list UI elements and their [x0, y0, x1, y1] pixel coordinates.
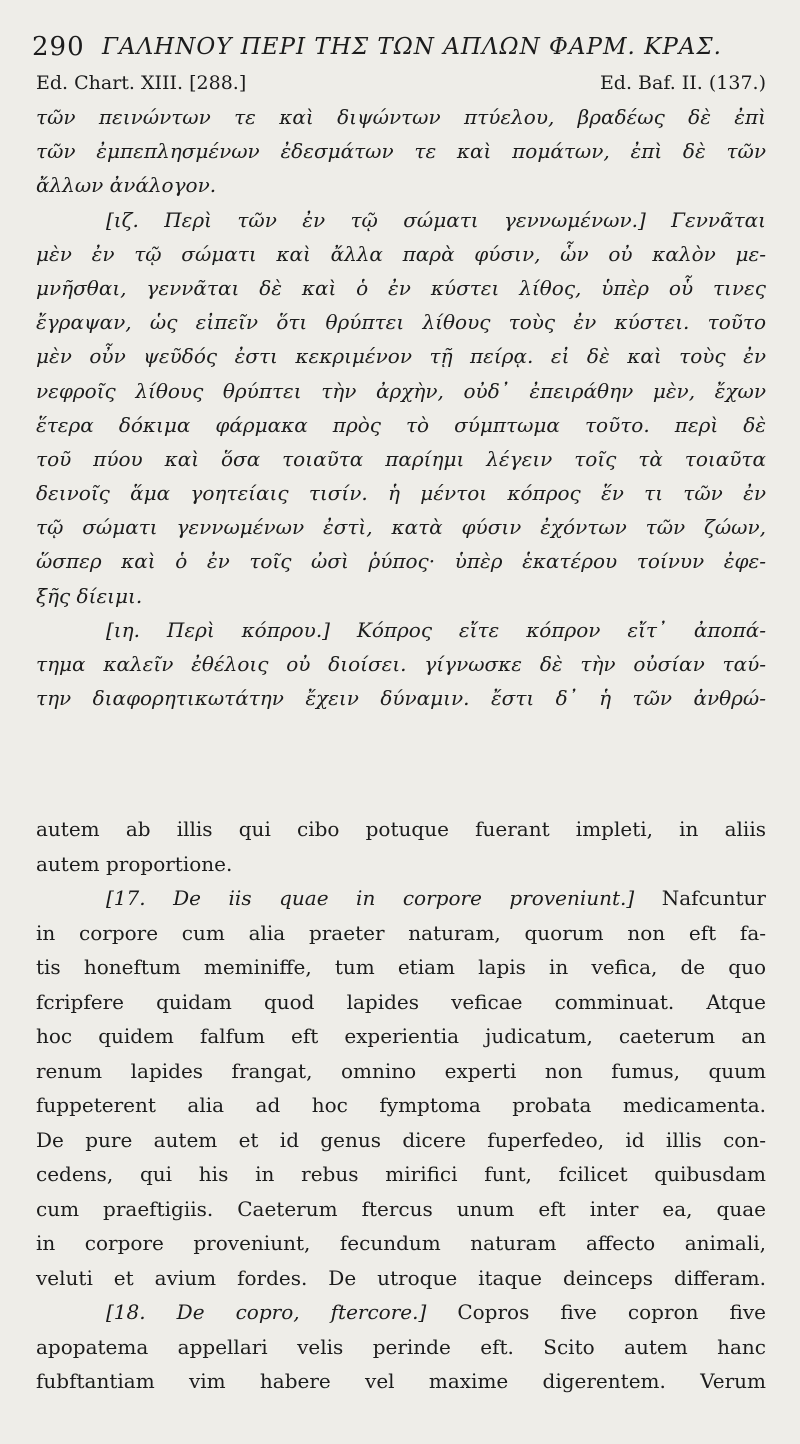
greek-line: δεινοῖς ἅμα γοητείαις τισίν. ἡ μέντοι κόπρος ἕν τι τῶν ἐν — [36, 481, 766, 506]
latin-line: autem proportione. — [36, 851, 233, 876]
section-18-label: [18. De copro, ftercore.] — [106, 1300, 427, 1324]
greek-line: τῷ σώματι γεννωμένων ἐστὶ, κατὰ φύσιν ἐχόντων τῶν ζώων, — [36, 515, 766, 540]
greek-line: μὲν ἐν τῷ σώματι καὶ ἄλλα παρὰ φύσιν, ὧν οὐ καλὸν με- — [36, 241, 766, 266]
section-17-label: [17. De iis quae in corpore proveniunt.] — [106, 886, 635, 910]
latin-line: cum praeftigiis. Caeterum ftercus unum eft inter ea, quae — [36, 1196, 766, 1221]
latin-line: cedens, qui his in rebus mirifici funt, fcilicet quibusdam — [36, 1162, 766, 1186]
greek-line: ἕτερα δόκιμα φάρμακα πρὸς τὸ σύμπτωμα τοῦτο. περὶ δὲ — [36, 412, 766, 437]
latin-section-heading-18 — [36, 1295, 766, 1330]
greek-line: ξῆς δίειμι. — [36, 583, 143, 608]
greek-section-heading-17: [ιζ. Περὶ τῶν ἐν τῷ σώματι γεννωμένων.] Γεννᾶται — [106, 207, 766, 232]
greek-section-heading-18: [ιη. Περὶ κόπρου.] Κόπρος εἴτε κόπρον εἴτ᾽ ἀποπά- — [106, 617, 766, 642]
greek-line: τῶν πεινώντων τε καὶ διψώντων πτύελου, βραδέως δὲ ἐπὶ — [36, 105, 766, 129]
section-18-text: Copros five copron five — [426, 1300, 766, 1324]
greek-line: τοῦ πύου καὶ ὅσα τοιαῦτα παρίημι λέγειν τοῖς τὰ τοιαῦτα — [36, 446, 766, 471]
latin-line: fcripfere quidam quod lapides veficae comminuat. Atque — [36, 989, 766, 1014]
edition-ref-chartier: Ed. Chart. XIII. [288.] — [36, 72, 247, 94]
latin-line: in corpore cum alia praeter naturam, quorum non eft fa- — [36, 920, 766, 945]
latin-line: apopatema appellari velis perinde eft. Scito autem hanc — [36, 1334, 766, 1359]
greek-text-block — [36, 100, 766, 715]
latin-text-block — [36, 812, 766, 1399]
latin-line: De pure autem et id genus dicere fuperfedeo, id illis con- — [36, 1127, 766, 1152]
greek-line: ὥσπερ καὶ ὁ ἐν τοῖς ὠσὶ ῥύπος· ὑπὲρ ἑκατέρου τοίνυν ἐφε- — [36, 549, 766, 574]
greek-line: μὲν οὖν ψεῦδός ἐστι κεκριμένον τῇ πείρᾳ. εἰ δὲ καὶ τοὺς ἐν — [36, 344, 766, 369]
latin-section-heading-17 — [36, 881, 766, 916]
edition-ref-basel: Ed. Baf. II. (137.) — [599, 72, 766, 94]
latin-line: hoc quidem falfum eft experientia judicatum, caeterum an — [36, 1024, 766, 1048]
latin-line: in corpore proveniunt, fecundum naturam affecto animali, — [36, 1231, 766, 1255]
edition-references — [36, 72, 766, 102]
latin-line: renum lapides frangat, omnino experti non fumus, quum — [36, 1058, 766, 1083]
latin-line: fuppeterent alia ad hoc fymptoma probata medicamenta. — [36, 1093, 766, 1117]
greek-line: τημα καλεῖν ἐθέλοις οὐ διοίσει. γίγνωσκε δὲ τὴν οὐσίαν ταύ- — [36, 652, 766, 676]
latin-line: fubftantiam vim habere vel maxime digerentem. Verum — [36, 1369, 766, 1393]
greek-line: μνῆσθαι, γεννᾶται δὲ καὶ ὁ ἐν κύστει λίθος, ὑπὲρ οὗ τινες — [36, 275, 766, 300]
latin-line: tis honeftum meminiffe, tum etiam lapis in vefica, de quo — [36, 955, 766, 979]
greek-line: την διαφορητικωτάτην ἔχειν δύναμιν. ἔστι δ᾽ ἡ τῶν ἀνθρώ- — [36, 686, 766, 711]
greek-line: νεφροῖς λίθους θρύπτει τὴν ἀρχὴν, οὐδ᾽ ἐπειράθην μὲν, ἔχων — [36, 378, 766, 403]
page-number: 290 — [32, 32, 85, 62]
greek-line: τῶν ἐμπεπλησμένων ἐδεσμάτων τε καὶ πομάτων, ἐπὶ δὲ τῶν — [36, 139, 766, 164]
latin-line: autem ab illis qui cibo potuque fuerant impleti, in aliis — [36, 817, 766, 841]
section-17-text: Nafcuntur — [634, 886, 766, 910]
greek-line: ἄλλων ἀνάλογον. — [36, 173, 217, 198]
latin-line: veluti et avium fordes. De utroque itaque deinceps differam. — [36, 1265, 766, 1290]
greek-line: ἔγραψαν, ὡς εἰπεῖν ὅτι θρύπτει λίθους τοὺς ἐν κύστει. τοῦτο — [36, 310, 766, 335]
page-header — [30, 28, 780, 68]
running-title: ΓΑΛΗΝΟΥ ΠΕΡΙ ΤΗΣ ΤΩΝ ΑΠΛΩΝ ΦΑΡΜ. ΚΡΑΣ. — [102, 34, 722, 60]
